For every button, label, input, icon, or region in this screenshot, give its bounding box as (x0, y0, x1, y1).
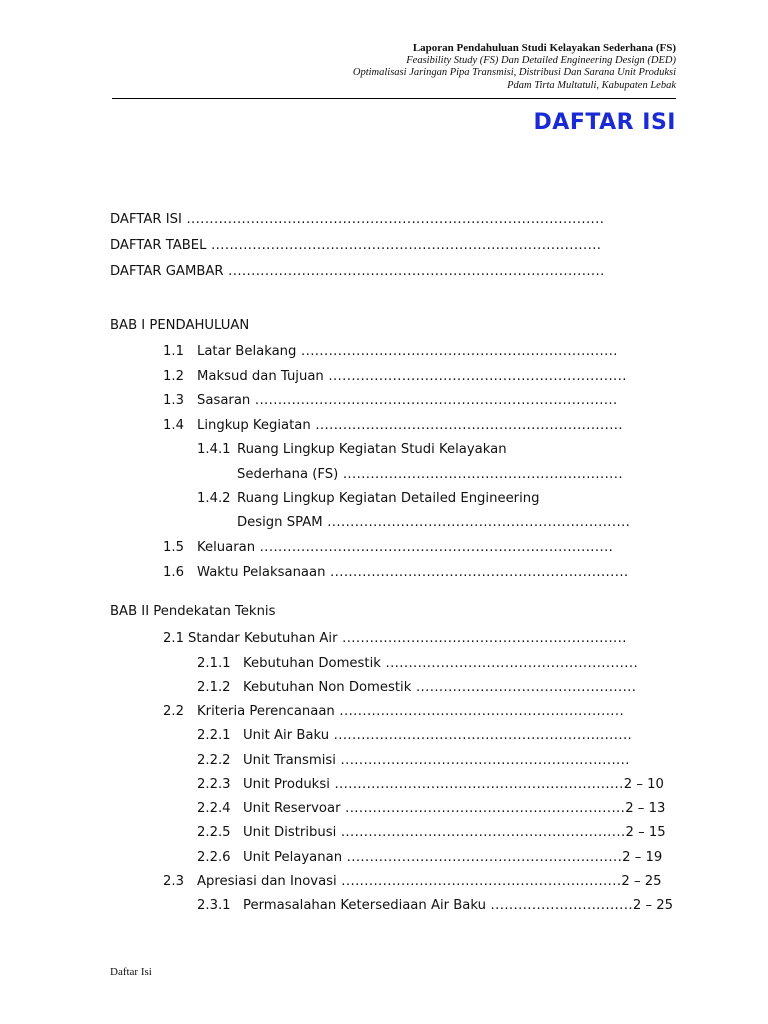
toc-entry-label: Unit Reservoar (243, 801, 341, 816)
toc-entry-leader-dots: ....................................................... (380, 656, 639, 671)
toc-entry-number: 1.4 (163, 418, 184, 433)
page-footer: Daftar Isi (110, 966, 152, 978)
toc-entry-number: 1.6 (163, 565, 184, 580)
toc-entry-page: 2 – 15 (625, 825, 666, 840)
header-line-4: Pdam Tirta Multatuli, Kabupaten Lebak (507, 79, 676, 91)
toc-entry-number: 1.2 (163, 369, 184, 384)
toc-entry-label: Standar Kebutuhan Air (188, 631, 338, 646)
toc-entry-number: 1.4.1 (197, 442, 231, 457)
toc-entry-label: Latar Belakang (197, 344, 297, 359)
toc-entry-label: Unit Distribusi (243, 825, 337, 840)
toc-entry[interactable] (197, 777, 664, 793)
toc-entry-leader-dots: .............................................................. (334, 704, 625, 719)
toc-entry-number: 2.2.1 (197, 728, 231, 743)
toc-entry-page: 2 – 25 (621, 874, 662, 889)
toc-entry-label: DAFTAR ISI (110, 212, 182, 227)
toc-entry-leader-dots: ................................................................. (325, 565, 629, 580)
toc-entry-label: Unit Transmisi (243, 753, 336, 768)
toc-entry-leader-dots: ................................................ (411, 680, 637, 695)
toc-entry-leader-dots: ............................................................. (340, 801, 626, 816)
toc-entry-label: Unit Air Baku (243, 728, 330, 743)
toc-entry-label: Apresiasi dan Inovasi (197, 874, 337, 889)
toc-entry[interactable] (197, 850, 662, 866)
toc-entry-label: BAB II Pendekatan Teknis (110, 604, 276, 619)
toc-entry-label: Unit Pelayanan (243, 850, 343, 865)
toc-entry[interactable] (163, 704, 624, 720)
toc-entry[interactable] (197, 728, 632, 744)
toc-entry-label: Maksud dan Tujuan (197, 369, 324, 384)
header-line-2: Feasibility Study (FS) Dan Detailed Engineering Design (DED) (406, 54, 676, 66)
toc-entry-number: 2.2 (163, 704, 184, 719)
toc-entry[interactable] (197, 680, 636, 696)
toc-entry-label: BAB I PENDAHULUAN (110, 318, 250, 333)
toc-entry-leader-dots: .............................................................. (336, 825, 626, 840)
toc-entry-label: Lingkup Kegiatan (197, 418, 311, 433)
toc-entry[interactable] (197, 753, 630, 769)
toc-entry-number: 2.2.2 (197, 753, 231, 768)
toc-entry-leader-dots: ............................................................... (335, 753, 630, 768)
toc-entry[interactable] (197, 801, 665, 817)
toc-entry-number: 2.3 (163, 874, 184, 889)
toc-entry[interactable] (237, 515, 630, 531)
toc-entry[interactable] (163, 631, 627, 647)
toc-entry-label: Ruang Lingkup Kegiatan Detailed Engineering (237, 491, 540, 506)
toc-entry-leader-dots: ................................................................. (323, 369, 627, 384)
header-line-1: Laporan Pendahuluan Studi Kelayakan Sederhana (FS) (412, 42, 676, 54)
toc-entry-label: Sasaran (197, 393, 251, 408)
toc-entry-number: 2.1.1 (197, 656, 231, 671)
toc-entry-page: 2 – 10 (623, 777, 664, 792)
toc-entry-number: 2.2.5 (197, 825, 231, 840)
toc-entry-page: 2 – 13 (625, 801, 666, 816)
toc-entry-leader-dots: ........................................................................................... (181, 212, 605, 227)
toc-entry[interactable] (197, 442, 507, 458)
toc-entry-leader-dots: .................................................................................. (223, 264, 605, 279)
toc-entry-label: DAFTAR TABEL (110, 238, 207, 253)
page-title: DAFTAR ISI (533, 110, 676, 135)
toc-entry[interactable] (197, 656, 638, 672)
toc-entry-label: Permasalahan Ketersediaan Air Baku (243, 898, 486, 913)
toc-entry-leader-dots: ..................................................................... (296, 344, 618, 359)
toc-entry-leader-dots: ................................................................. (329, 728, 633, 743)
toc-entry-label: Kriteria Perencanaan (197, 704, 335, 719)
toc-entry-number: 2.1 (163, 631, 184, 646)
toc-entry[interactable] (197, 898, 673, 914)
toc-entry-page: 2 – 19 (622, 850, 663, 865)
toc-entry[interactable] (163, 393, 618, 409)
toc-entry[interactable] (197, 825, 666, 841)
toc-entry[interactable] (163, 369, 627, 385)
toc-entry[interactable] (163, 874, 662, 890)
toc-entry-leader-dots: .............................................................. (337, 631, 627, 646)
toc-entry-number: 1.3 (163, 393, 184, 408)
toc-entry-leader-dots: ............................................................ (342, 850, 623, 865)
toc-entry-label: DAFTAR GAMBAR (110, 264, 224, 279)
toc-entry[interactable] (197, 491, 540, 507)
toc-entry-number: 1.5 (163, 540, 184, 555)
toc-entry[interactable] (237, 467, 623, 483)
toc-entry[interactable] (110, 212, 604, 228)
toc-entry-label: Kebutuhan Domestik (243, 656, 381, 671)
toc-entry-label: Kebutuhan Non Domestik (243, 680, 412, 695)
toc-entry-leader-dots: ................................................................... (310, 418, 623, 433)
toc-entry-number: 1.4.2 (197, 491, 231, 506)
toc-entry-number: 2.2.3 (197, 777, 231, 792)
toc-entry[interactable] (110, 238, 601, 254)
header-line-3: Optimalisasi Jaringan Pipa Transmisi, Distribusi Dan Sarana Unit Produksi (352, 67, 676, 78)
toc-entry-leader-dots: ............................................................. (336, 874, 622, 889)
toc-entry-label: Ruang Lingkup Kegiatan Studi Kelayakan (237, 442, 507, 457)
toc-entry-leader-dots: ............................................................................. (255, 540, 614, 555)
toc-entry[interactable] (110, 604, 275, 620)
toc-entry-label: Unit Produksi (243, 777, 330, 792)
toc-entry-number: 2.1.2 (197, 680, 231, 695)
toc-entry[interactable] (163, 565, 629, 581)
toc-entry[interactable] (110, 264, 605, 280)
header-rule (112, 98, 676, 99)
toc-entry-leader-dots: ............................................................. (338, 467, 623, 482)
toc-entry-leader-dots: ............................................................................... (250, 393, 618, 408)
toc-entry-number: 2.3.1 (197, 898, 231, 913)
toc-entry-leader-dots: ............................................................... (329, 777, 624, 792)
toc-entry[interactable] (163, 344, 618, 360)
document-header (353, 42, 676, 92)
toc-entry-page: 2 – 25 (632, 898, 674, 913)
toc-entry-leader-dots: ..................................................................................... (206, 238, 602, 253)
toc-entry-label: Design SPAM (237, 515, 323, 530)
toc-entry-number: 1.1 (163, 344, 184, 359)
toc-entry-leader-dots: ............................... (485, 898, 633, 913)
toc-entry-number: 2.2.6 (197, 850, 231, 865)
toc-entry-leader-dots: .................................................................. (322, 515, 631, 530)
toc-entry[interactable] (163, 418, 623, 434)
toc-entry-label: Keluaran (197, 540, 256, 555)
toc-entry-label: Sederhana (FS) (237, 467, 339, 482)
toc-entry[interactable] (110, 318, 249, 334)
toc-entry-label: Waktu Pelaksanaan (197, 565, 326, 580)
toc-entry-number: 2.2.4 (197, 801, 231, 816)
toc-entry[interactable] (163, 540, 613, 556)
